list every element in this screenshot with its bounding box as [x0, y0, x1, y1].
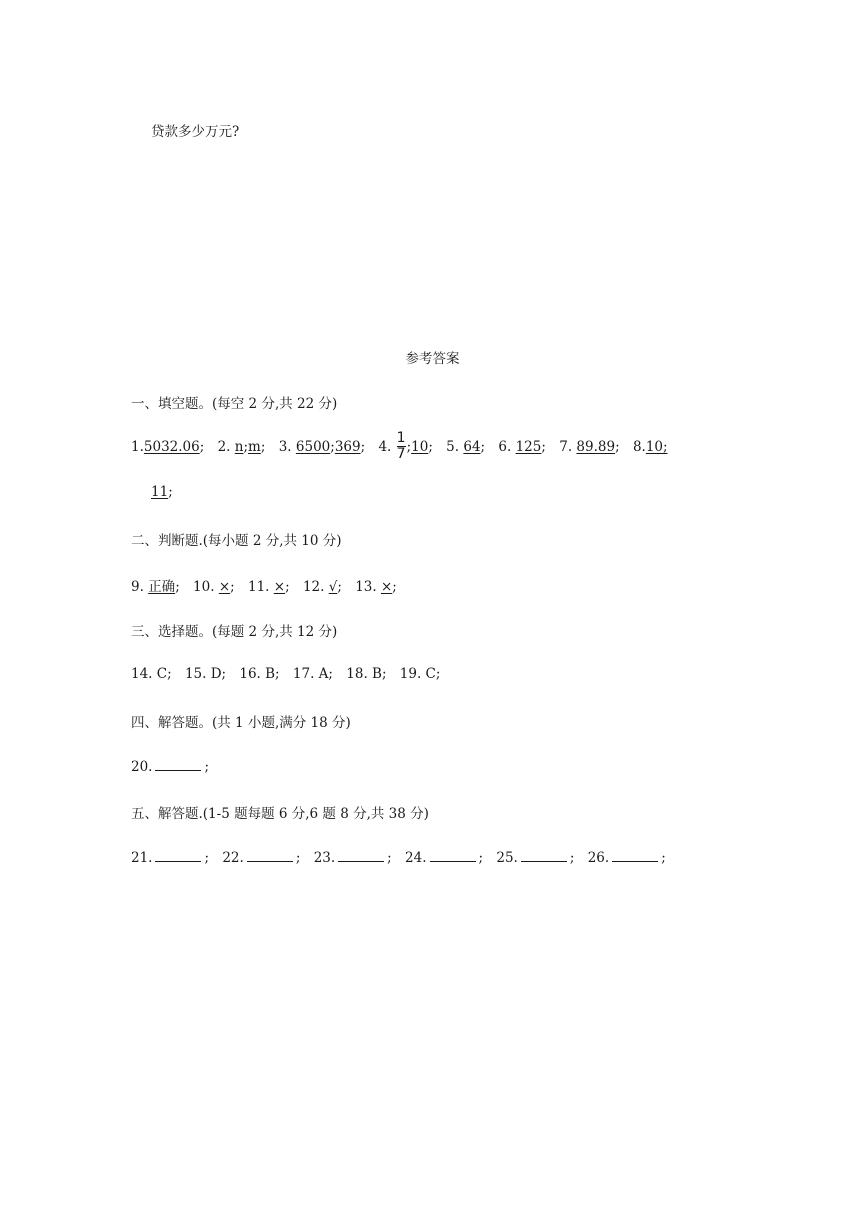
answer-blank: [521, 849, 567, 862]
answer-item: 15. D;: [184, 666, 227, 682]
answer-item: 7. 89.89;: [559, 439, 620, 455]
answer-blank: [155, 849, 201, 862]
answer-blank: [430, 849, 476, 862]
answer-item: 26. ;: [587, 850, 666, 866]
answer-item: 3. 6500;369;: [278, 439, 366, 455]
answer-item: 18. B;: [346, 666, 387, 682]
section-1-heading: 一、填空题。(每空 2 分,共 22 分): [131, 396, 338, 412]
fraction: $\frac{1}{7}$: [396, 430, 406, 462]
section-5-heading: 五、解答题.(1-5 题每题 6 分,6 题 8 分,共 38 分): [131, 806, 429, 822]
answer-item: 19. C;: [399, 666, 441, 682]
section-5-answers: [131, 849, 666, 866]
answer-item: 20. ;: [131, 759, 210, 775]
answer-blank: [247, 849, 293, 862]
answer-item: 5. 64;: [446, 439, 486, 455]
answer-item: 6. 125;: [498, 439, 546, 455]
answer-blank: [612, 849, 658, 862]
answer-item: 14. C;: [131, 666, 172, 682]
answer-item: 17. A;: [292, 666, 333, 682]
answer-item: 21. ;: [131, 850, 210, 866]
answer-blank: [338, 849, 384, 862]
answer-item: 12. √;: [302, 579, 342, 595]
section-2-heading: 二、判断题.(每小题 2 分,共 10 分): [131, 533, 342, 549]
answer-item: 9. 正确;: [131, 579, 180, 595]
section-4-heading: 四、解答题。(共 1 小题,满分 18 分): [131, 715, 351, 731]
answer-item: 11. ×;: [248, 579, 290, 595]
answer-item: 10. ×;: [193, 579, 235, 595]
answer-blank: [155, 758, 201, 771]
answer-item: 8.10;: [632, 439, 668, 455]
answer-item: 24. ;: [405, 850, 484, 866]
section-2-answers: [131, 575, 406, 595]
section-3-answers: [131, 666, 449, 682]
answer-item: 23. ;: [313, 850, 392, 866]
answer-item: 2. n;m;: [217, 439, 266, 455]
answer-item: 13. ×;: [355, 579, 397, 595]
answer-item: 25. ;: [496, 850, 575, 866]
question-text: 贷款多少万元?: [151, 124, 240, 140]
answer-item: 22. ;: [222, 850, 301, 866]
answer-item: 4. $\frac{1}{7}$ ;10;: [378, 430, 433, 462]
section-3-heading: 三、选择题。(每题 2 分,共 12 分): [131, 624, 338, 640]
answer-title: 参考答案: [405, 351, 460, 367]
answer-item: 16. B;: [239, 666, 280, 682]
answer-item: 1.5032.06;: [131, 439, 205, 455]
section-1-continuation: 11;: [151, 484, 173, 500]
section-1-answers: [131, 432, 668, 463]
section-4-answers: [131, 758, 209, 775]
